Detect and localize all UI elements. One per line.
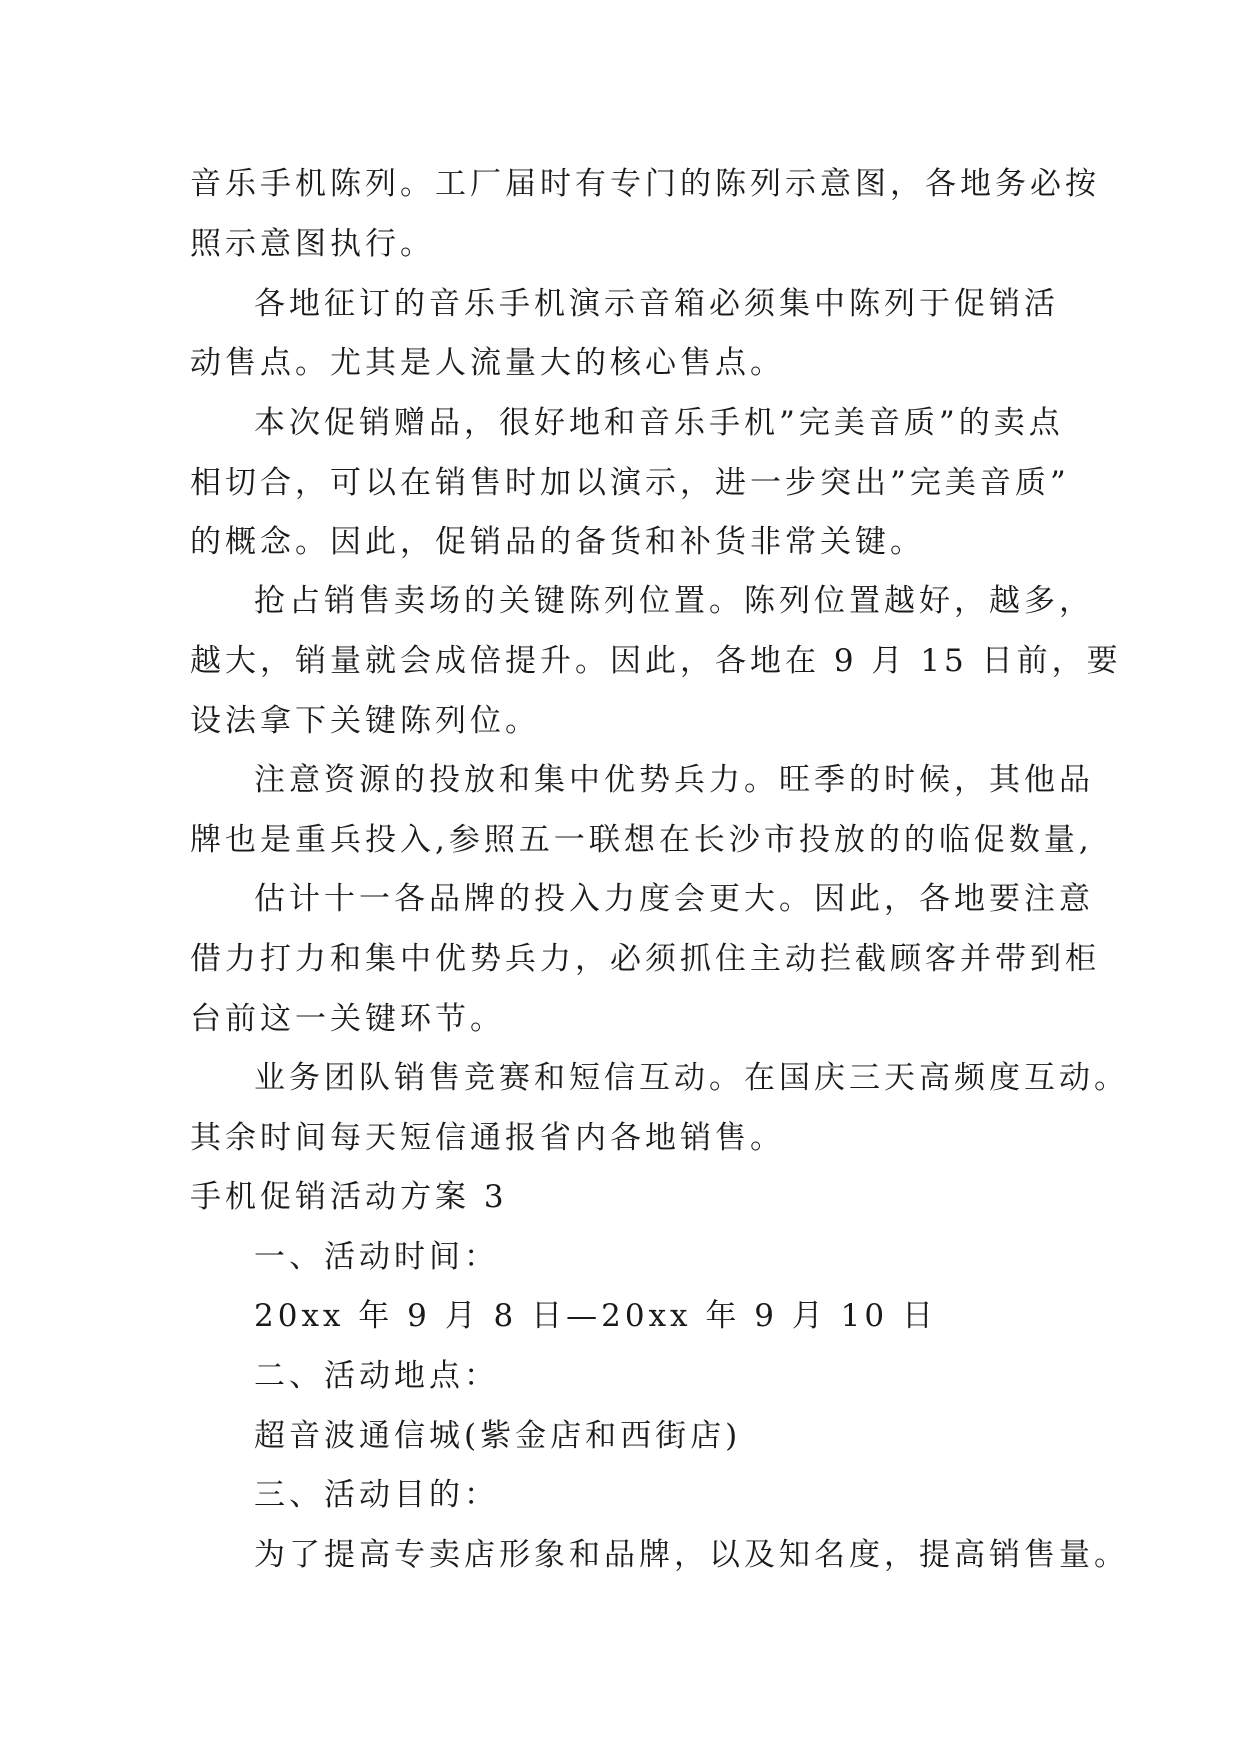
paragraph-line: 超音波通信城(紫金店和西街店) (254, 1418, 742, 1454)
paragraph-line: 业务团队销售竞赛和短信互动。在国庆三天高频度互动。 (254, 1060, 1129, 1096)
paragraph-line: 本次促销赠品，很好地和音乐手机”完美音质”的卖点 (254, 405, 1064, 441)
paragraph-line: 20xx 年 9 月 8 日—20xx 年 9 月 10 日 (254, 1298, 937, 1334)
paragraph-line: 台前这一关键环节。 (190, 1001, 505, 1037)
paragraph-line: 动售点。尤其是人流量大的核心售点。 (190, 345, 785, 381)
paragraph-line: 设法拿下关键陈列位。 (190, 703, 540, 739)
list-heading: 三、活动目的： (254, 1477, 499, 1513)
paragraph-line: 牌也是重兵投入,参照五一联想在长沙市投放的的临促数量, (190, 822, 1093, 858)
list-heading: 一、活动时间： (254, 1239, 499, 1275)
paragraph-line: 相切合，可以在销售时加以演示，进一步突出”完美音质” (190, 465, 1070, 501)
paragraph-line: 为了提高专卖店形象和品牌，以及知名度，提高销售量。 (254, 1537, 1129, 1573)
paragraph-line: 其余时间每天短信通报省内各地销售。 (190, 1120, 785, 1156)
paragraph-line: 估计十一各品牌的投入力度会更大。因此，各地要注意 (254, 881, 1094, 917)
section-heading: 手机促销活动方案 3 (190, 1179, 508, 1215)
list-heading: 二、活动地点： (254, 1358, 499, 1394)
paragraph-line: 借力打力和集中优势兵力，必须抓住主动拦截顾客并带到柜 (190, 941, 1100, 977)
paragraph-line: 照示意图执行。 (190, 226, 435, 262)
paragraph-line: 各地征订的音乐手机演示音箱必须集中陈列于促销活 (254, 286, 1059, 322)
paragraph-line: 注意资源的投放和集中优势兵力。旺季的时候，其他品 (254, 762, 1094, 798)
paragraph-line: 音乐手机陈列。工厂届时有专门的陈列示意图，各地务必按 (190, 166, 1100, 202)
paragraph-line: 抢占销售卖场的关键陈列位置。陈列位置越好，越多， (254, 583, 1094, 619)
paragraph-line: 越大，销量就会成倍提升。因此，各地在 9 月 15 日前，要 (190, 643, 1122, 679)
paragraph-line: 的概念。因此，促销品的备货和补货非常关键。 (190, 524, 925, 560)
